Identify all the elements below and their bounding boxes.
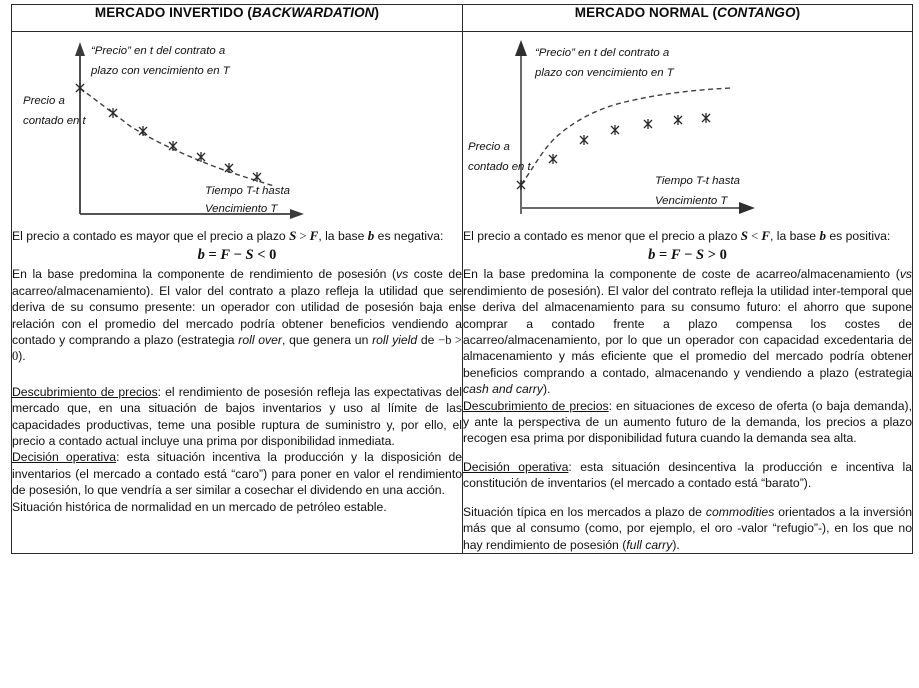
right-closing-a: Situación típica en los mercados a plazo de — [463, 504, 706, 519]
header-text-left-emph: BACKWARDATION — [252, 5, 375, 20]
right-intro-c: es positiva: — [825, 229, 891, 243]
left-decision-title: Decisión operativa — [12, 450, 117, 465]
right-formula-lhs: b — [648, 247, 656, 264]
right-intro-paragraph — [463, 228, 912, 244]
x-axis-arrowhead — [290, 209, 304, 219]
right-paragraph-1 — [463, 266, 912, 397]
left-p1-e: ). — [18, 349, 26, 364]
header-text-right-close: ) — [795, 5, 801, 20]
left-intro-c: es negativa: — [374, 229, 444, 243]
header-text-right-main: MERCADO NORMAL ( — [574, 5, 718, 20]
left-text-block — [12, 228, 462, 515]
left-decision-body: : esta situación incentiva la producción y la disposición de inventarios (el mercado a contado está “caro”) para poner en valor el rendimiento de posesión, lo que vendría a ser similar a cosechar el dividendo en una acción. — [12, 450, 463, 498]
left-p1-rollyield: roll yield — [372, 333, 418, 348]
table-body-row — [12, 32, 913, 554]
contango-svg — [463, 32, 893, 228]
header-cell-contango — [463, 5, 913, 32]
header-cell-backwardation — [12, 5, 463, 32]
spot-label-line2: contado en t — [23, 115, 86, 127]
left-formula — [12, 245, 462, 265]
right-discovery-body: : en situaciones de exceso de oferta (o baja demanda), y ante la perspectiva de un aumento futuro de la demanda, los precios a plazo recogen esa prima por disponibilidad futura cuando la demanda sea alta. — [463, 398, 912, 446]
y-axis-arrowhead — [75, 42, 85, 56]
right-formula-eq: = — [655, 247, 671, 264]
header-text-left-close: ) — [374, 5, 380, 20]
left-intro-rel: > — [296, 229, 310, 243]
table-header-row — [12, 5, 913, 32]
backwardation-svg — [12, 32, 442, 228]
right-decision-body: : esta situación desincentiva la producción e incentiva la constitución de inventarios (el mercado a contado está “barato”). — [463, 459, 913, 491]
right-text-block — [463, 228, 912, 553]
chart-contango — [463, 32, 912, 228]
right-decision-title: Decisión operativa — [463, 459, 569, 474]
left-intro-var-b: b — [367, 228, 375, 243]
left-p1-d: de — [417, 333, 439, 348]
chart-backwardation — [12, 32, 462, 228]
right-discovery-title: Descubrimiento de precios — [463, 398, 609, 413]
left-discovery-body: : el rendimiento de posesión refleja las expectativas del mercado que, en una situación de bajos inventarios y uso al límite de las capacidades productivas, teme una posible ruptura de suministro y, por ello, el precio a contado actual incluye una prima por disponibilidad inmediata. — [12, 384, 462, 449]
y-axis-label-line1: “Precio” en t del contrato a — [535, 47, 670, 59]
left-p1-c: , que genera un — [281, 333, 373, 348]
right-p1-b: rendimiento de posesión). El valor del contrato refleja la utilidad inter-temporal que se deriva del almacenamiento para su consumo futuro: el ahorro que supone comprar a contado frente a plazo compensa los costes de acarreo/almacenamiento, por lo que un operador con capacidad excedentaria de almacenamiento y más eficiente que el promedio del mercado podría obtener beneficios comprando a contado, almacenando y vendiendo a plazo (estrategia — [463, 283, 912, 380]
right-closing-paragraph — [463, 504, 912, 553]
right-closing-fullcarry: full carry — [626, 537, 673, 552]
right-intro-var-f: F — [761, 228, 770, 243]
left-formula-f: F — [220, 247, 231, 264]
cell-backwardation — [12, 32, 463, 554]
header-text-left-main: MERCADO INVERTIDO ( — [94, 5, 252, 20]
spot-label-line1: Precio a — [468, 141, 510, 153]
right-formula-s: S — [696, 247, 705, 264]
x-axis-label-line1: Tiempo T-t hasta — [205, 185, 290, 197]
right-decision-paragraph — [463, 459, 912, 492]
left-decision-paragraph — [12, 449, 462, 498]
y-axis-label-line2: plazo con vencimiento en T — [535, 67, 674, 79]
left-intro-paragraph — [12, 228, 462, 244]
right-closing-c: ). — [672, 537, 680, 552]
left-intro-var-f: F — [309, 228, 319, 243]
x-axis-label-line1: Tiempo T-t hasta — [655, 175, 740, 187]
forward-curve — [80, 88, 274, 186]
y-axis-arrowhead — [515, 40, 527, 56]
left-intro-a: El precio a contado es mayor que el precio a plazo — [12, 229, 290, 243]
left-formula-rel: < — [253, 247, 270, 264]
data-point-markers — [76, 83, 261, 182]
left-discovery-title: Descubrimiento de precios — [12, 384, 158, 399]
spot-label-line2: contado en t — [468, 161, 531, 173]
left-p1-vs: vs — [396, 267, 409, 282]
spacer-left-1 — [12, 365, 462, 384]
left-p1-a: En la base predomina la componente de rendimiento de posesión ( — [12, 267, 397, 282]
right-formula-rel: > — [704, 247, 720, 264]
left-closing-paragraph: Situación histórica de normalidad en un mercado de petróleo estable. — [12, 499, 387, 514]
left-intro-var-s: S — [289, 228, 297, 243]
x-axis-arrowhead — [739, 202, 755, 214]
left-formula-rhs: 0 — [269, 247, 277, 264]
right-p1-vs: vs — [899, 267, 912, 282]
right-intro-b: , la base — [770, 229, 820, 243]
spacer-right-1 — [463, 447, 912, 459]
right-intro-var-s: S — [740, 228, 749, 243]
comparison-table — [11, 4, 913, 554]
cell-contango — [463, 32, 913, 554]
right-closing-commodities: commodities — [705, 504, 775, 519]
right-intro-rel: < — [748, 229, 762, 243]
x-axis-label-line2: Vencimiento T — [205, 203, 278, 215]
left-p1-math: −b > 0 — [12, 333, 462, 364]
spacer-right-2 — [463, 492, 912, 504]
right-intro-a: El precio a contado es menor que el precio a plazo — [463, 229, 741, 243]
left-formula-s: S — [245, 247, 254, 264]
left-p1-rollover: roll over — [238, 333, 282, 348]
right-p1-cashcarry: cash and carry — [463, 382, 543, 397]
header-text-right-emph: CONTANGO — [717, 5, 796, 20]
right-closing-b: orientados a la inversión más que al consumo (como, por ejemplo, el oro -valor “refugio”-), en los que no hay rendimiento de posesión ( — [463, 504, 912, 552]
left-intro-b: , la base — [318, 229, 368, 243]
spot-label-line1: Precio a — [23, 95, 65, 107]
right-discovery-paragraph — [463, 398, 912, 447]
right-formula-f: F — [670, 247, 681, 264]
right-formula-rhs: 0 — [719, 247, 727, 264]
right-formula — [463, 245, 912, 265]
left-p1-b: coste de acarreo/almacenamiento). El valor del contrato a plazo refleja la utilidad que se deriva de su consumo presente: un operador con utilidad de posesión baja en relación con el promedio del mercado podría obtener beneficios vendiendo a contado y comprando a plazo (estrategia — [12, 267, 462, 348]
left-paragraph-1 — [12, 266, 462, 364]
forward-curve — [521, 88, 731, 184]
left-formula-eq: = — [204, 247, 221, 264]
left-formula-minus: − — [230, 247, 246, 264]
right-p1-c: ). — [542, 382, 551, 397]
right-intro-var-b: b — [819, 228, 826, 243]
left-formula-lhs: b — [197, 247, 205, 264]
x-axis-label-line2: Vencimiento T — [655, 195, 728, 207]
right-p1-a: En la base predomina la componente de coste de acarreo/almacenamiento ( — [463, 267, 900, 282]
left-discovery-paragraph — [12, 384, 462, 450]
y-axis-label-line1: “Precio” en t del contrato a — [91, 45, 226, 57]
y-axis-label-line2: plazo con vencimiento en T — [91, 65, 230, 77]
right-formula-minus: − — [680, 247, 697, 264]
